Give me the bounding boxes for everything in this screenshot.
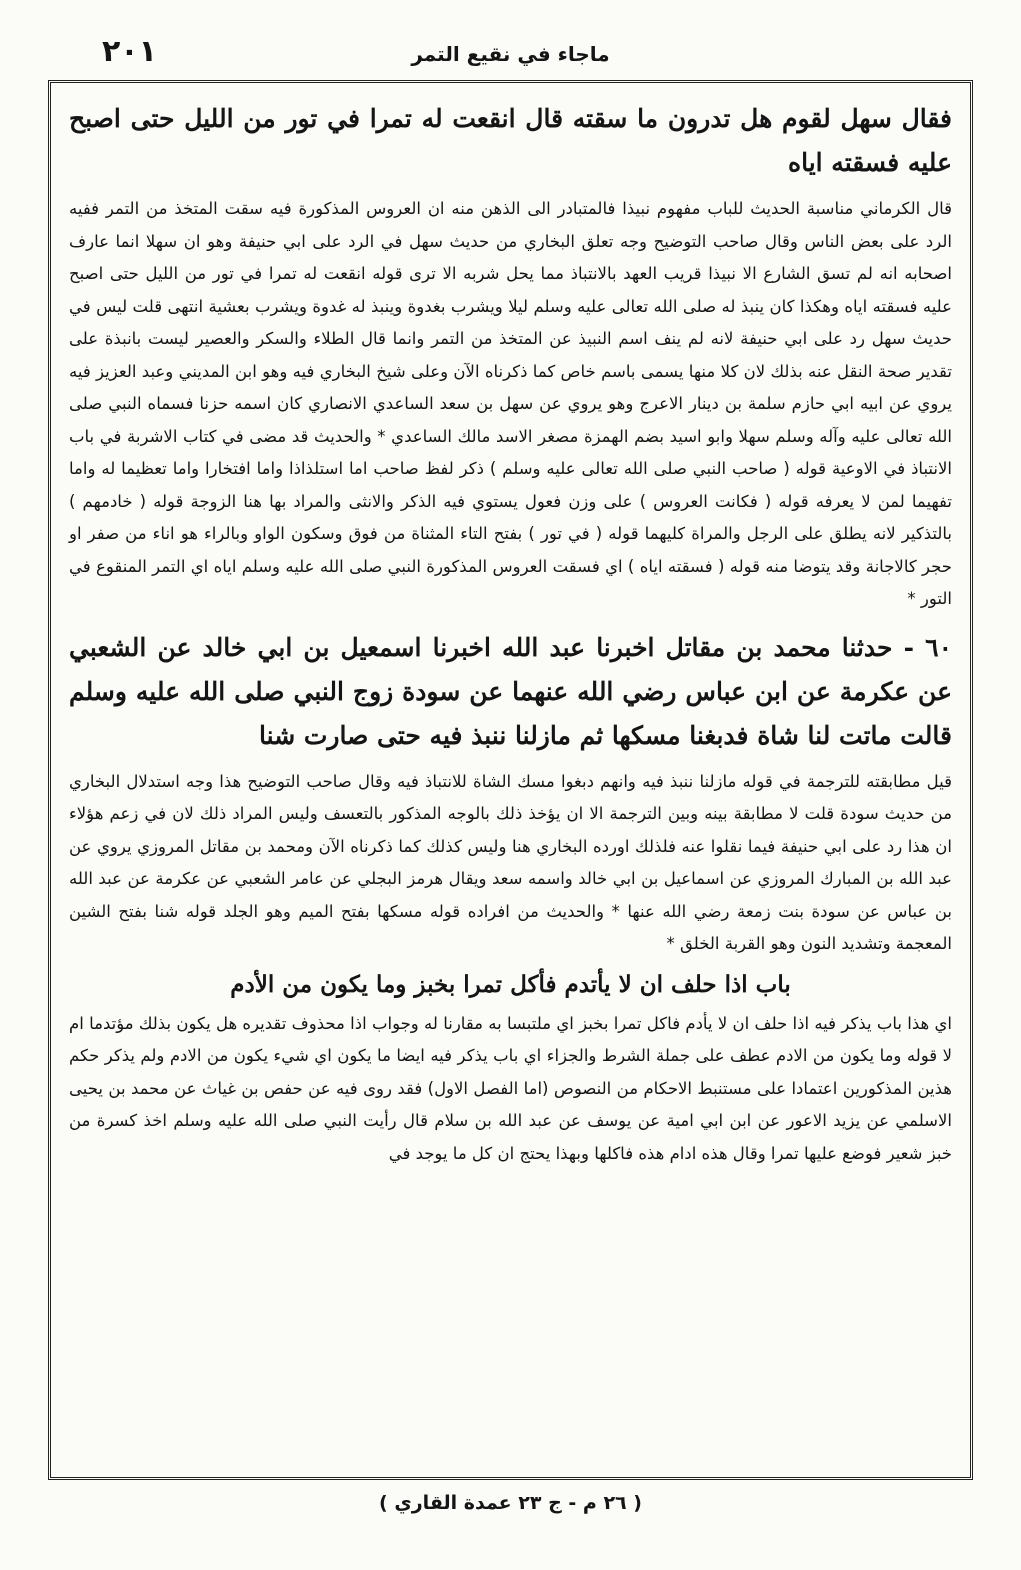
text-frame	[48, 80, 973, 1480]
page-footer: ( ٢٦ م - ج ٢٣ عمدة القاري )	[379, 1492, 642, 1514]
page-number: ٢٠١	[102, 34, 157, 69]
commentary-59: قال الكرماني مناسبة الحديث للباب مفهوم نبيذا فالمتبادر الى الذهن منه ان العروس المذكورة فيه سقت المتخذ من التمر ففيه الرد على بعض الناس وقال صاحب التوضيح وجه تعلق البخاري من حديث سهل في الرد على ابي حنيفة وهو ان سهلا انما عارف اصحابه انه لم تسق الشارع الا نبيذا قريب العهد بالانتباذ مما يحل شربه الا ترى قوله انقعت له تمرا في تور من الليل حتى اصبح عليه فسقته اياه وهكذا كان ينبذ له صلى الله تعالى عليه وسلم ليلا ويشرب بغدوة وينبذ له غدوة ويشرب بعشية انتهى قلت ليس في حديث سهل رد على ابي حنيفة لانه لم ينف اسم النبيذ عن المتخذ من التمر وانما قال الطلاء والسكر والعصير ليست بانبذة على تقدير صحة النقل عنه بذلك لان كلا منها يسمى باسم خاص كما ذكرناه الآن وعلى شيخ البخاري فيه وهو ابن المديني وعبد العزيز فيه يروي عن ابيه ابي حازم سلمة بن دينار الاعرج وهو يروي عن سهل بن سعد الساعدي الانصاري كان اسمه حزنا فسماه النبي صلى الله تعالى عليه وآله وسلم سهلا وابو اسيد بضم الهمزة مصغر الاسد مالك الساعدي * والحديث قد مضى في كتاب الاشربة في باب الانتباذ في الاوعية قوله ( صاحب النبي صلى الله تعالى عليه وسلم ) ذكر لفظ صاحب اما استلذاذا واما افتخارا واما تعظيما له واما تفهيما لمن لا يعرفه قوله ( فكانت العروس ) على وزن فعول يستوي فيه الذكر والانثى والمراد بها هنا الزوجة قوله ( خادمهم ) بالتذكير لانه يطلق على الرجل والمراة كليهما قوله ( في تور ) بفتح التاء المثناة من فوق وسكون الواو وبالراء هو اناء من صفر او حجر كالاجانة وقد يتوضا منه قوله ( فسقته اياه ) اي فسقت العروس المذكورة النبي صلى الله عليه وسلم اياه اي التمر المنقوع في التور *	[69, 199, 952, 608]
commentary-60: قيل مطابقته للترجمة في قوله مازلنا ننبذ فيه وانهم دبغوا مسك الشاة للانتباذ فيه وقال صاحب التوضيح هذا وجه استدلال البخاري من حديث سودة قلت لا مطابقة بينه وبين الترجمة الا ان يؤخذ ذلك بالوجه المذكور بالتعسف وليس المراد ذلك لان في زعم هؤلاء ان هذا رد على ابي حنيفة فيما نقلوا عنه فلذلك اورده البخاري هنا وليس كذلك كما ذكرناه الآن ومحمد بن مقاتل المروزي يروي عن عبد الله بن المبارك المروزي عن اسماعيل بن ابي خالد واسمه سعد ويقال هرمز البجلي عن عامر الشعبي عن عكرمة عن عبد الله بن عباس عن سودة بنت زمعة رضي الله عنها * والحديث من افراده قوله مسكها بفتح الميم وهو الجلد قوله شنا بفتح الشين المعجمة وتشديد النون وهو القربة الخلق *	[69, 771, 952, 953]
running-title: ماجاء في نقيع التمر	[411, 42, 610, 66]
hadith-60: ٦٠ - حدثنا محمد بن مقاتل اخبرنا عبد الله اخبرنا اسمعيل بن ابي خالد عن الشعبي عن عكرمة عن ابن عباس رضي الله عنهما عن سودة زوج النبي صلى الله عليه وسلم قالت ماتت لنا شاة فدبغنا مسكها ثم مازلنا ننبذ فيه حتى صارت شنا	[69, 632, 952, 750]
hadith-59-tail: فقال سهل لقوم هل تدرون ما سقته قال انقعت له تمرا في تور من الليل حتى اصبح عليه فسقته اياه	[69, 104, 952, 177]
page-header	[60, 34, 961, 78]
chapter-title: باب اذا حلف ان لا يأتدم فأكل تمرا بخبز وما يكون من الأدم	[230, 970, 791, 998]
commentary-chapter: اي هذا باب يذكر فيه اذا حلف ان لا يأدم فاكل تمرا بخبز اي ملتبسا به مقارنا له وجواب اذا محذوف تقديره هل يكون بذلك مؤتدما ام لا قوله وما يكون من الادم عطف على جملة الشرط والجزاء اي باب يذكر فيه ايضا ما يكون اي شيء يكون من الادم ولم يذكر حكم هذين المذكورين اعتمادا على مستنبط الاحكام من النصوص (اما الفصل الاول) فقد روى فيه عن حفص بن غياث عن محمد بن يحيى الاسلمي عن يزيد الاعور عن ابن ابي امية عن يوسف عن عبد الله بن سلام قال رأيت النبي صلى الله عليه وسلم اخذ كسرة من خبز شعير فوضع عليها تمرا وقال هذه ادام هذه فاكلها وبهذا يحتج ان كل ما يوجد في	[69, 1013, 952, 1163]
